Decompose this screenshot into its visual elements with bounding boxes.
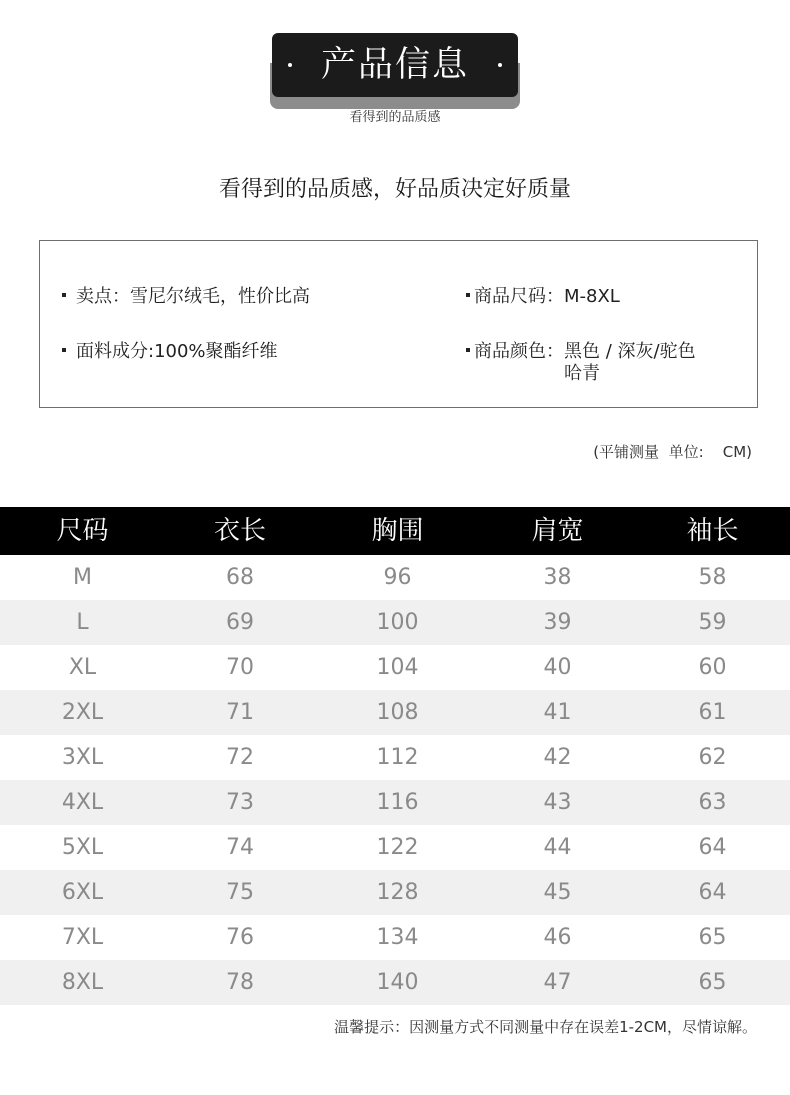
cell-chest: 122: [376, 835, 419, 860]
cell-shoulder: 42: [543, 745, 572, 770]
cell-sleeve: 64: [698, 835, 727, 860]
cell-sleeve: 62: [698, 745, 727, 770]
cell-sleeve: 64: [698, 880, 727, 905]
table-row: [0, 960, 790, 1005]
cell-length: 75: [226, 880, 254, 905]
table-row: [0, 825, 790, 870]
cell-length: 74: [226, 835, 254, 860]
cell-sleeve: 63: [698, 790, 727, 815]
cell-chest: 112: [376, 745, 419, 770]
cell-chest: 116: [376, 790, 419, 815]
cell-sleeve: 59: [698, 610, 727, 635]
cell-sleeve: 60: [698, 655, 727, 680]
info-colors: [466, 341, 746, 385]
cell-length: 72: [226, 745, 254, 770]
cell-chest: 140: [376, 970, 419, 995]
cell-chest: 134: [376, 925, 419, 950]
table-header-row: [0, 507, 790, 555]
cell-size: 6XL: [61, 880, 104, 905]
info-selling-point: [62, 286, 310, 308]
bullet-icon: [466, 293, 470, 297]
header-cell-size: 尺码: [56, 516, 109, 546]
info-size-range: [466, 286, 620, 308]
cell-sleeve: 65: [698, 970, 727, 995]
info-fabric-text: 面料成分:100%聚酯纤维: [76, 341, 278, 362]
cell-chest: 100: [376, 610, 419, 635]
cell-size: M: [73, 565, 92, 590]
cell-size: 5XL: [61, 835, 104, 860]
cell-size: L: [76, 610, 89, 635]
section-header: [270, 33, 520, 108]
cell-chest: 128: [376, 880, 419, 905]
cell-length: 69: [226, 610, 254, 635]
cell-sleeve: 58: [698, 565, 727, 590]
measurement-tip: 温馨提示：因测量方式不同测量中存在误差1-2CM，尽情谅解。: [334, 1018, 757, 1036]
header-dot-right: [498, 63, 502, 67]
cell-shoulder: 44: [543, 835, 572, 860]
info-colors-line1: 黑色 / 深灰/驼色: [564, 341, 696, 362]
cell-length: 68: [226, 565, 254, 590]
header-cell-chest: 胸围: [371, 516, 424, 546]
cell-chest: 108: [376, 700, 419, 725]
header-dot-left: [288, 63, 292, 67]
info-size-range-text: 商品尺码：M-8XL: [474, 286, 620, 307]
cell-length: 78: [226, 970, 254, 995]
header-cell-length: 衣长: [213, 516, 266, 546]
cell-shoulder: 38: [543, 565, 572, 590]
cell-sleeve: 65: [698, 925, 727, 950]
table-row: [0, 780, 790, 825]
info-colors-values: [564, 341, 696, 385]
cell-length: 73: [226, 790, 254, 815]
header-cell-shoulder: 肩宽: [531, 516, 584, 546]
table-row: [0, 555, 790, 600]
info-colors-label: 商品颜色：: [474, 341, 564, 362]
header-badge: [272, 33, 518, 97]
table-row: [0, 690, 790, 735]
bullet-icon: [62, 293, 66, 297]
cell-chest: 96: [383, 565, 412, 590]
cell-chest: 104: [376, 655, 419, 680]
cell-shoulder: 45: [543, 880, 572, 905]
cell-shoulder: 41: [543, 700, 572, 725]
cell-size: 3XL: [61, 745, 104, 770]
cell-shoulder: 43: [543, 790, 572, 815]
cell-shoulder: 40: [543, 655, 572, 680]
table-row: [0, 645, 790, 690]
measurement-unit-note: (平铺测量 单位: CM): [593, 443, 752, 461]
info-selling-point-text: 卖点：雪尼尔绒毛，性价比高: [76, 286, 310, 307]
cell-sleeve: 61: [698, 700, 727, 725]
size-table: [0, 507, 790, 1005]
cell-length: 70: [226, 655, 254, 680]
cell-length: 76: [226, 925, 254, 950]
cell-length: 71: [226, 700, 254, 725]
table-row: [0, 915, 790, 960]
table-row: [0, 735, 790, 780]
info-colors-line2: 哈青: [564, 363, 600, 384]
quality-tagline: 看得到的品质感，好品质决定好质量: [218, 177, 571, 202]
info-fabric: [62, 341, 278, 363]
cell-shoulder: 46: [543, 925, 572, 950]
bullet-icon: [62, 348, 66, 352]
section-subtitle: 看得到的品质感: [349, 110, 441, 125]
cell-size: 7XL: [61, 925, 104, 950]
product-info-box: [39, 240, 758, 408]
header-cell-sleeve: 袖长: [686, 516, 739, 546]
cell-shoulder: 39: [543, 610, 572, 635]
cell-size: XL: [68, 655, 97, 680]
cell-size: 2XL: [61, 700, 104, 725]
table-row: [0, 600, 790, 645]
cell-size: 8XL: [61, 970, 104, 995]
section-title: 产品信息: [320, 44, 469, 85]
table-row: [0, 870, 790, 915]
bullet-icon: [466, 348, 470, 352]
cell-size: 4XL: [61, 790, 104, 815]
cell-shoulder: 47: [543, 970, 572, 995]
